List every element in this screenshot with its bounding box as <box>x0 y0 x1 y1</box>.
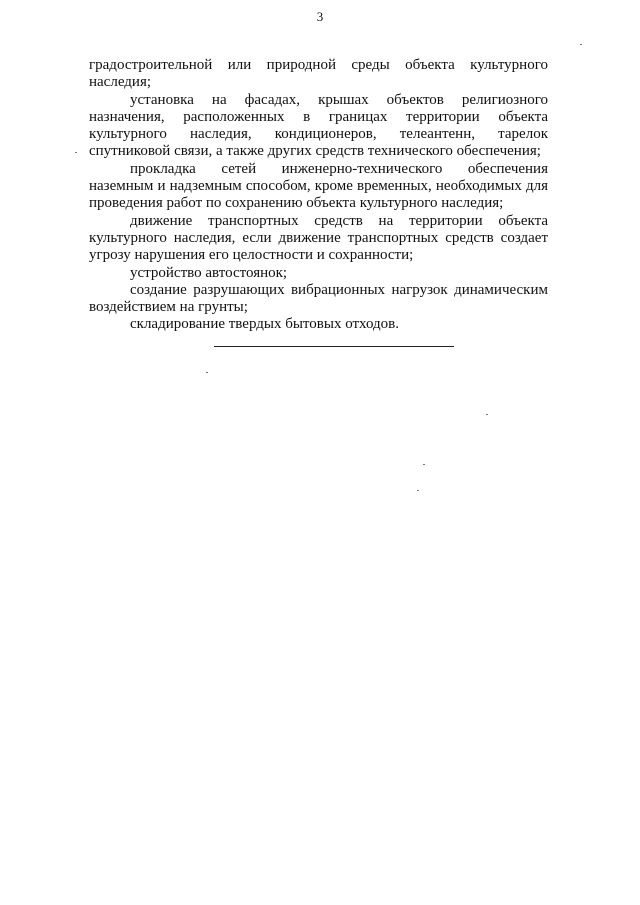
body-text <box>89 57 548 334</box>
paragraph-parking: устройство автостоянок; <box>130 264 288 281</box>
paragraph-vibration-loads: создание разрушающих вибрационных нагрузок динамическим воздействием на грунты; <box>89 281 548 316</box>
scan-speck <box>486 414 488 415</box>
paragraph-vehicle-traffic: движение транспортных средств на территории объекта культурного наследия, если движение транспортных средств создает угрозу нарушения его целостности и сохранности; <box>89 212 548 264</box>
scan-speck <box>423 464 425 465</box>
end-separator-line <box>214 346 454 347</box>
scan-speck <box>580 44 582 45</box>
scan-speck <box>206 372 208 373</box>
paragraph-utility-networks: прокладка сетей инженерно-технического обеспечения наземным и надземным способом, кроме временных, необходимых для проведения работ по сохранению объекта культурного наследия; <box>89 160 548 212</box>
paragraph-facade-equipment: установка на фасадах, крышах объектов религиозного назначения, расположенных в границах территории объекта культурного наследия, кондиционеров, телеантенн, тарелок спутниковой связи, а также других средств технического обеспечения; <box>89 91 548 160</box>
scan-speck <box>75 152 77 153</box>
page-number: 3 <box>316 9 324 24</box>
scan-speck <box>417 490 419 491</box>
paragraph-waste-storage: складирование твердых бытовых отходов. <box>130 316 400 333</box>
paragraph-continuation: градостроительной или природной среды объекта культурного наследия; <box>89 57 548 91</box>
